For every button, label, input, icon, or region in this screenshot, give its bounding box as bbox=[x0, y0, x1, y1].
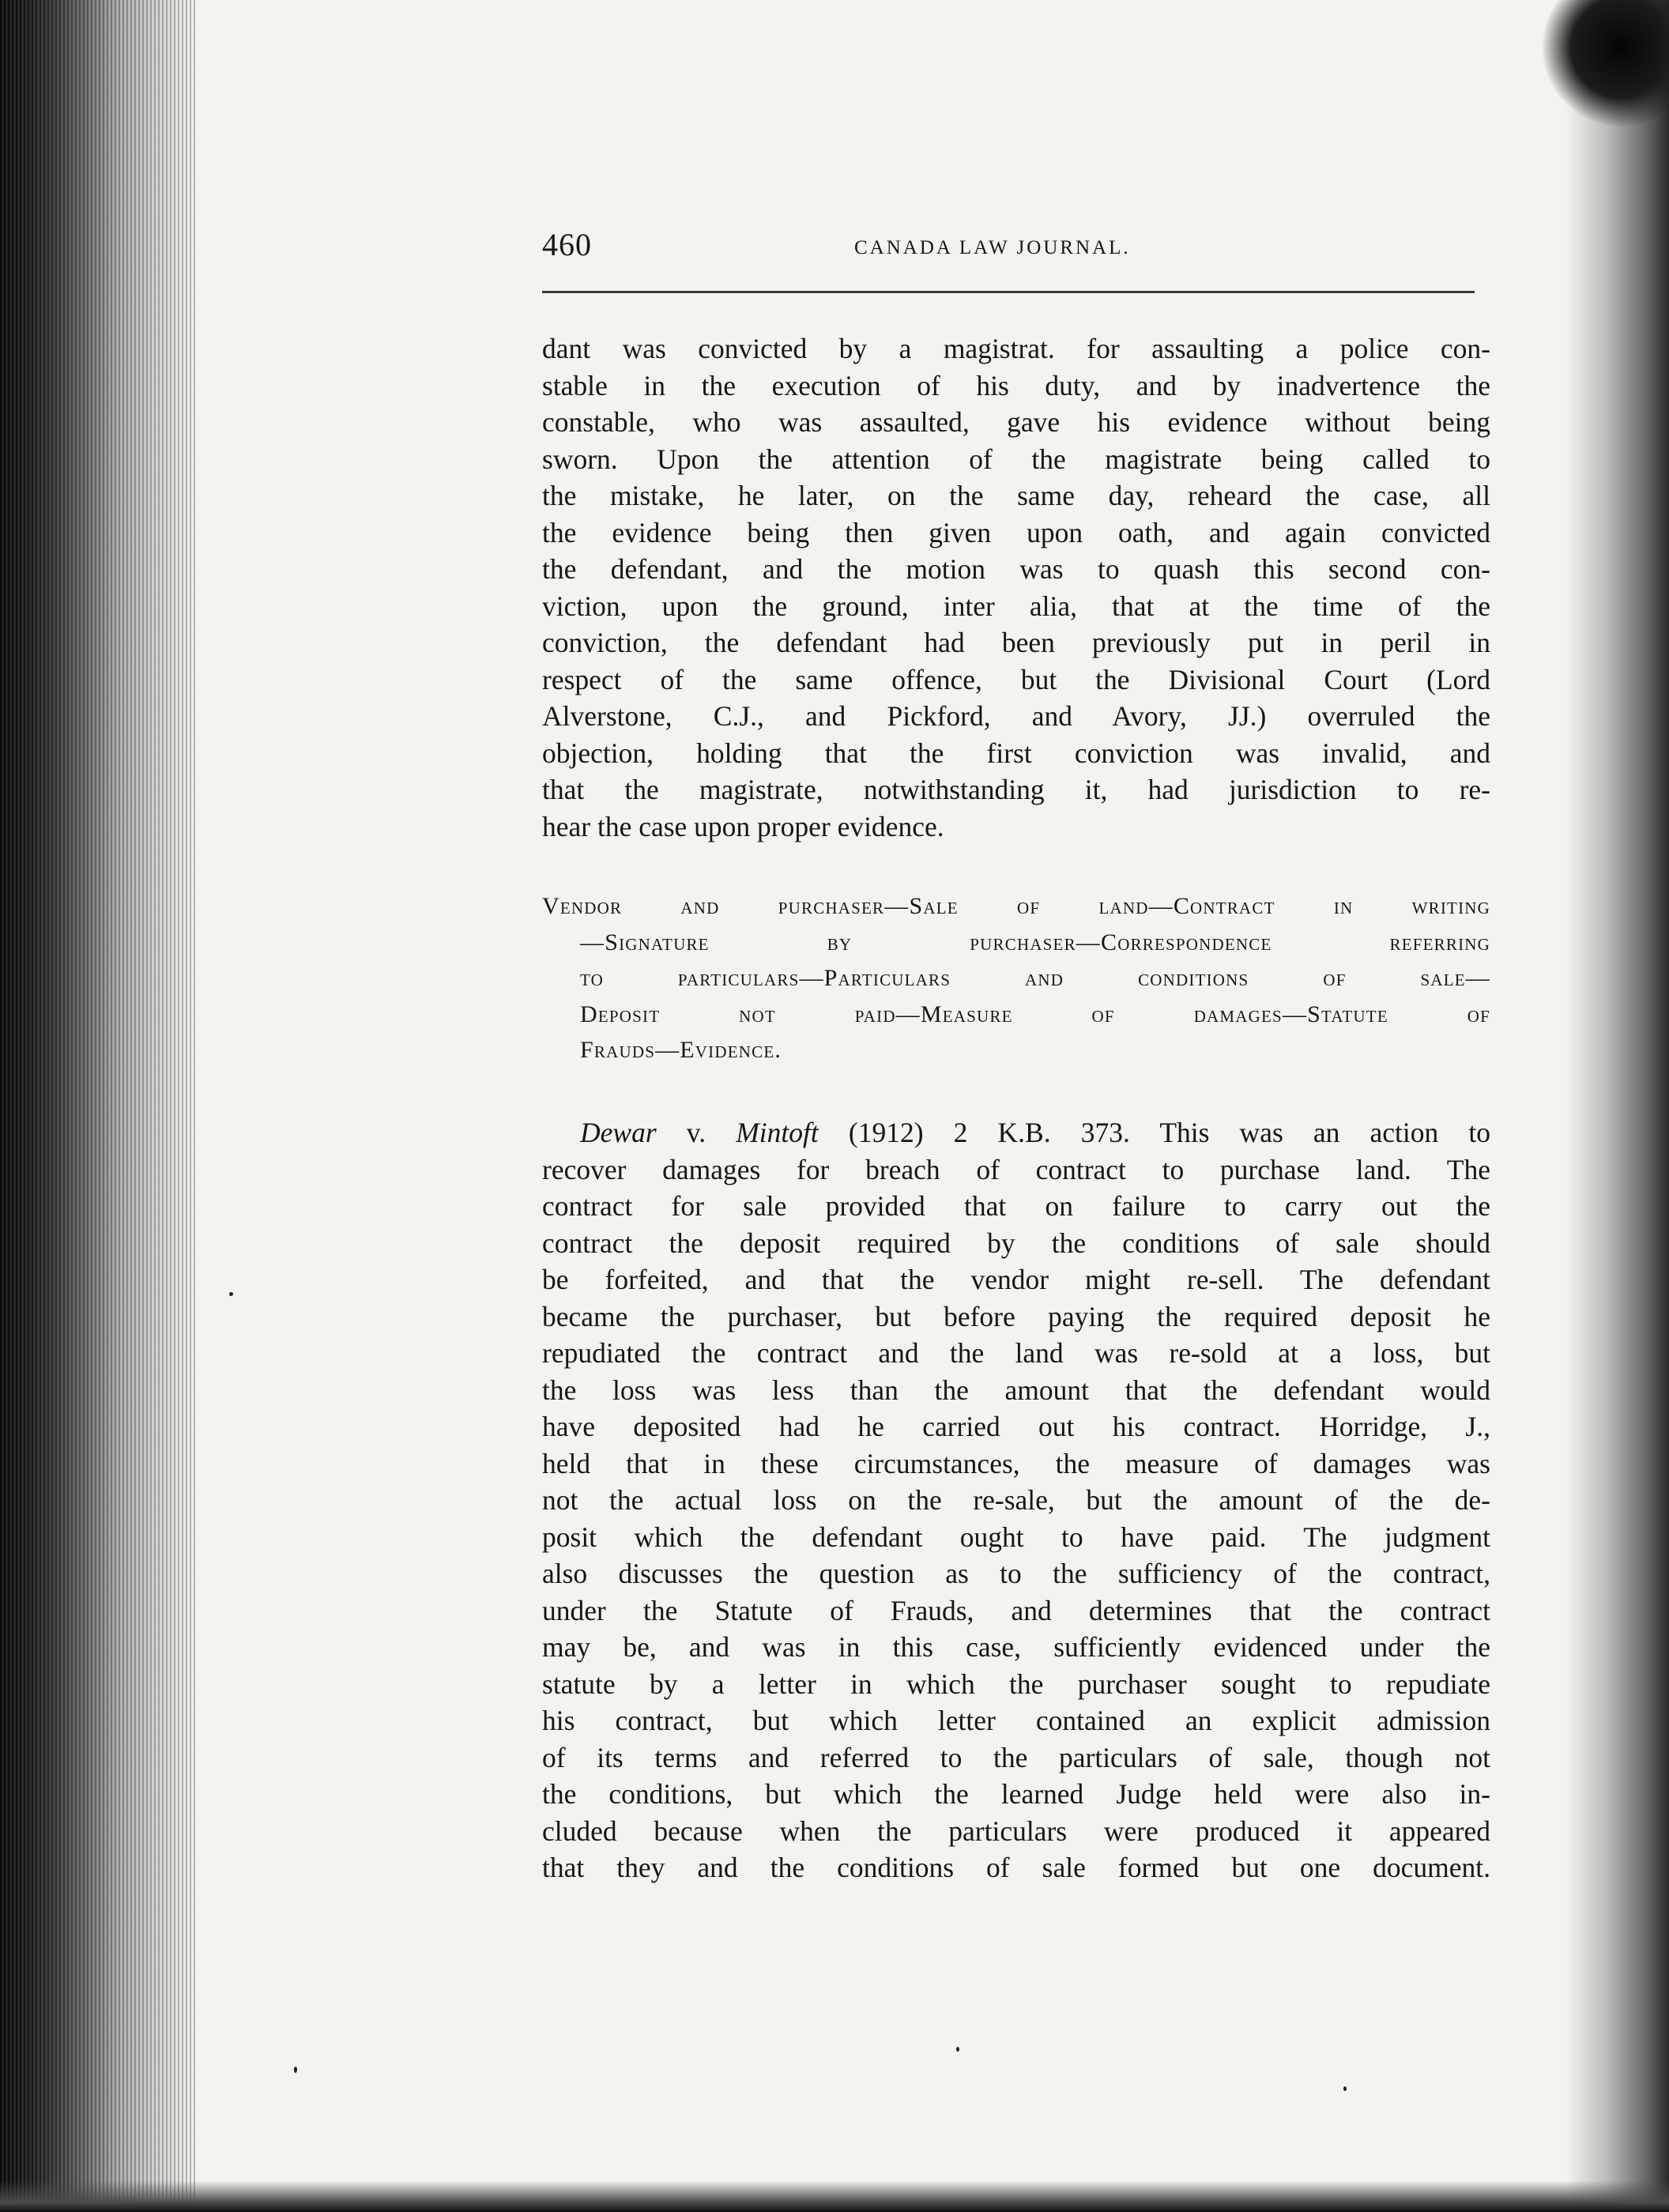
text-line: be forfeited, and that the vendor might re-sell. The defendant bbox=[542, 1264, 1490, 1295]
heading-line: Vendor and purchaser—Sale of land—Contract in writing bbox=[542, 893, 1490, 919]
running-head: CANADA LAW JOURNAL. bbox=[854, 237, 1131, 258]
text-line: statute by a letter in which the purchaser sought to repudiate bbox=[542, 1667, 1490, 1700]
text-line: contract the deposit required by the conditions of sale should bbox=[542, 1227, 1490, 1259]
text-line: his contract, but which letter contained an explicit admission bbox=[542, 1705, 1490, 1736]
text-line: conviction, the defendant had been previously put in peril in bbox=[542, 627, 1490, 658]
text-line: the mistake, he later, on the same day, reheard the case, all bbox=[542, 480, 1490, 511]
heading-line: Deposit not paid—Measure of damages—Statute of bbox=[580, 1000, 1490, 1027]
page-header bbox=[542, 226, 1483, 273]
text-line: repudiated the contract and the land was re-sold at a loss, but bbox=[542, 1337, 1490, 1369]
text-line: Alverstone, C.J., and Pickford, and Avory, JJ.) overruled the bbox=[542, 700, 1490, 732]
text-line: cluded because when the particulars were produced it appeared bbox=[542, 1814, 1490, 1847]
text-line: objection, holding that the first conviction was invalid, and bbox=[542, 737, 1490, 769]
text-line: may be, and was in this case, sufficiently evidenced under the bbox=[542, 1631, 1490, 1663]
case-paragraph bbox=[542, 1114, 1490, 1886]
text-line: became the purchaser, but before paying the required deposit he bbox=[542, 1300, 1490, 1332]
case-party-1: Dewar bbox=[580, 1117, 657, 1148]
case-citation: (1912) 2 K.B. 373. This was an action to bbox=[818, 1117, 1490, 1148]
text-line: that the magistrate, notwithstanding it, had jurisdiction to re- bbox=[542, 774, 1490, 805]
text-line: the conditions, but which the learned Judge held were also in- bbox=[542, 1778, 1490, 1810]
text-line: held that in these circumstances, the measure of damages was bbox=[542, 1447, 1490, 1479]
text-line: constable, who was assaulted, gave his evidence without being bbox=[542, 406, 1490, 438]
text-line: under the Statute of Frauds, and determines that the contract bbox=[542, 1594, 1490, 1626]
text-line: contract for sale provided that on failure to carry out the bbox=[542, 1190, 1490, 1222]
header-rule bbox=[542, 291, 1475, 293]
first-paragraph bbox=[542, 330, 1490, 845]
case-party-2: Mintoft bbox=[736, 1117, 819, 1148]
heading-line: —Signature by purchaser—Correspondence referring bbox=[580, 929, 1490, 955]
text-line: posit which the defendant ought to have paid. The judgment bbox=[542, 1521, 1490, 1553]
text-line: also discusses the question as to the sufficiency of the contract, bbox=[542, 1558, 1490, 1589]
text-line: recover damages for breach of contract to purchase land. The bbox=[542, 1153, 1490, 1185]
text-line: not the actual loss on the re-sale, but the amount of the de- bbox=[542, 1484, 1490, 1516]
text-line: dant was convicted by a magistrat. for assaulting a police con- bbox=[542, 333, 1490, 364]
text-line: have deposited had he carried out his contract. Horridge, J., bbox=[542, 1411, 1490, 1442]
text-line: that they and the conditions of sale formed but one document. bbox=[542, 1852, 1490, 1883]
case-citation-line bbox=[542, 1114, 1490, 1151]
text-line: stable in the execution of his duty, and by inadvertence the bbox=[542, 369, 1490, 401]
text-line: viction, upon the ground, inter alia, that at the time of the bbox=[542, 590, 1490, 622]
page-number: 460 bbox=[542, 227, 592, 262]
text-line: the defendant, and the motion was to quash this second con- bbox=[542, 553, 1490, 585]
heading-line: Frauds—Evidence. bbox=[580, 1037, 782, 1063]
text-line: the loss was less than the amount that the defendant would bbox=[542, 1374, 1490, 1406]
text-line: sworn. Upon the attention of the magistrate being called to bbox=[542, 443, 1490, 475]
text-line: respect of the same offence, but the Divisional Court (Lord bbox=[542, 663, 1490, 695]
text-line: of its terms and referred to the particulars of sale, though not bbox=[542, 1741, 1490, 1773]
section-heading bbox=[542, 888, 1490, 1068]
heading-line: to particulars—Particulars and conditions of sale— bbox=[580, 965, 1490, 991]
text-line: the evidence being then given upon oath, and again convicted bbox=[542, 516, 1490, 548]
case-versus: v. bbox=[656, 1117, 737, 1148]
text-line: hear the case upon proper evidence. bbox=[542, 810, 944, 842]
